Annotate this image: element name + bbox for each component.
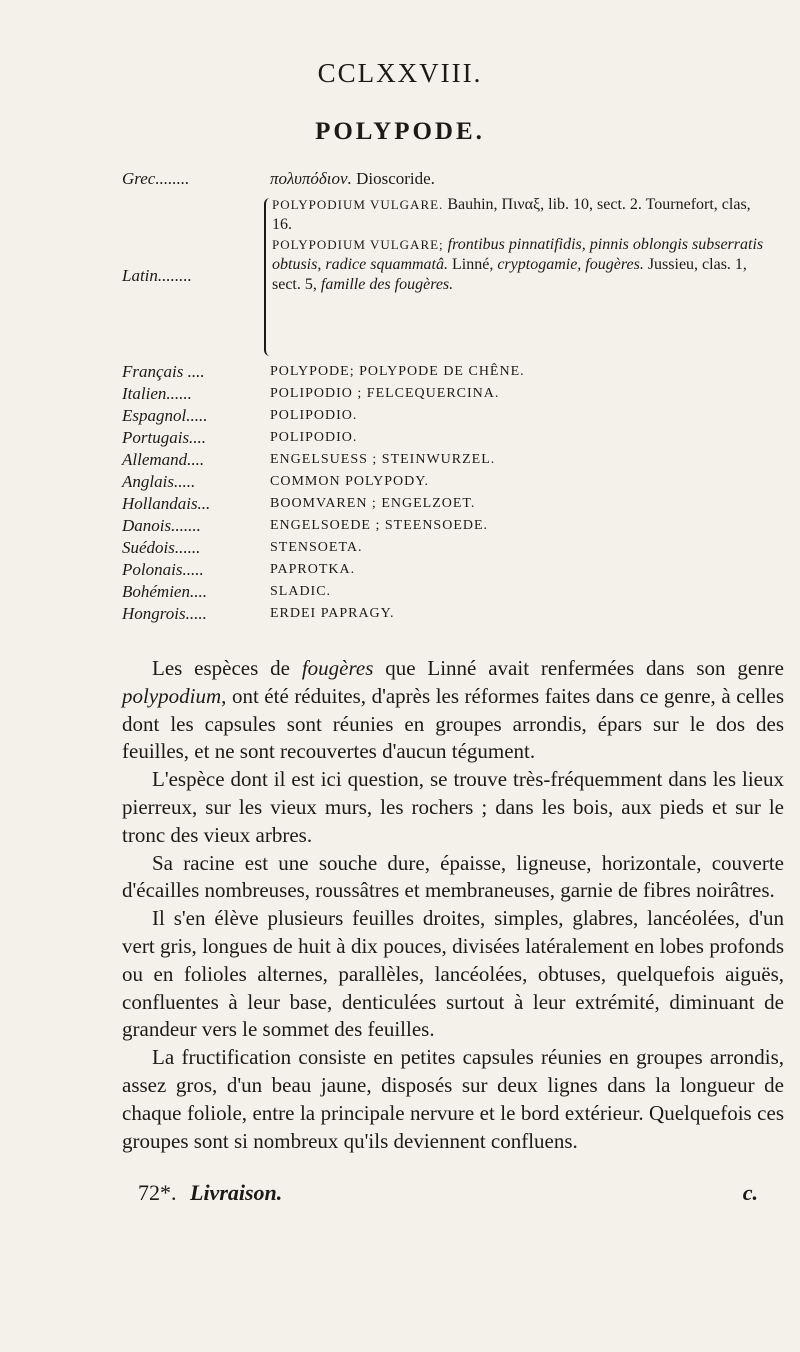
paragraph: La fructification consiste en petites capsules réunies en groupes arrondis, assez gros, d'un beau jaune, disposés sur deux lignes dans la longueur de chaque foliole, entre la principale nervure et le bord extérieur. Quelquefois ces groupes sont si nombreux qu'ils deviennent confluens. xyxy=(122,1045,784,1153)
latin-entry-family: famille des fougères. xyxy=(320,276,454,293)
lang-label: Bohémien.... xyxy=(122,582,207,601)
text-run: , ont été réduites, d'après les réformes faites dans ce genre, à celles dont les capsules sont réunies en groupes arrondis, épars sur le dos des feuilles, et ne sont recouvertes d'aucun tégument. xyxy=(122,683,784,764)
latin-entry xyxy=(272,235,772,295)
latin-entry-name: POLYPODIUM VULGARE; xyxy=(272,237,444,252)
lang-label: Hollandais... xyxy=(122,494,211,513)
lang-value: COMMON POLYPODY. xyxy=(270,474,430,489)
text-run: Les espèces de xyxy=(152,656,302,680)
latin-entry-author: Linné, xyxy=(452,256,494,273)
livraison-number: 72*. xyxy=(138,1180,177,1205)
paragraph: Sa racine est une souche dure, épaisse, ligneuse, horizontale, couverte d'écailles nombreuses, roussâtres et membraneuses, garnie de fibres noirâtres. xyxy=(122,850,784,903)
lang-label: Français .... xyxy=(122,362,205,381)
lang-value: POLYPODE; POLYPODE DE CHÊNE. xyxy=(270,364,525,379)
greek-word: πολυπόδιον. xyxy=(270,169,352,188)
latin-entry-desc: frontibus pinnatifidis, pinnis oblongis subserratis obtusis, radice squammatâ. xyxy=(272,236,764,273)
lang-value: POLIPODIO. xyxy=(270,430,358,445)
lang-value: PAPROTKA. xyxy=(270,562,356,577)
latin-brace xyxy=(264,198,272,356)
lang-label: Hongrois..... xyxy=(122,604,207,623)
lang-label: Italien...... xyxy=(122,384,192,403)
latin-entry xyxy=(272,195,772,235)
lang-label: Danois....... xyxy=(122,516,201,535)
page-title: POLYPODE. xyxy=(315,118,485,145)
lang-label: Anglais..... xyxy=(122,472,196,491)
italic-term: polypodium xyxy=(122,683,222,708)
paragraph xyxy=(122,655,784,766)
latin-entry-ref: Jussieu, clas. 1, sect. 5, xyxy=(272,256,747,293)
latin-entry-ref: Bauhin, Πιναξ, lib. 10, sect. 2. Tournefort, clas, 16. xyxy=(272,196,751,233)
greek-author: Dioscoride. xyxy=(356,169,435,188)
paragraph: Il s'en élève plusieurs feuilles droites, simples, glabres, lancéolées, d'un vert gris, longues de huit à dix pouces, divisées latéralement en lobes profonds ou en folioles alternes, parallèles, lancéolées, obtuses, quelquefois aiguës, confluentes à leur base, denticulées surtout à leur extrémité, diminuant de grandeur vers le sommet des feuilles. xyxy=(122,906,784,1042)
latin-entry-name: POLYPODIUM VULGARE. xyxy=(272,197,444,212)
latin-names xyxy=(272,195,772,295)
lang-value: ENGELSUESS ; STEINWURZEL. xyxy=(270,452,496,467)
lang-value: BOOMVAREN ; ENGELZOET. xyxy=(270,496,476,511)
lang-label: Allemand.... xyxy=(122,450,205,469)
lang-label-latin: Latin........ xyxy=(122,266,192,285)
text-run: que Linné avait renfermées dans son genre xyxy=(373,656,784,680)
italic-term: fougères xyxy=(301,656,374,680)
lang-label: Portugais.... xyxy=(122,428,207,447)
lang-value: SLADIC. xyxy=(270,584,332,599)
latin-entry-class: cryptogamie, fougères. xyxy=(497,256,644,273)
lang-label: Polonais..... xyxy=(122,560,204,579)
folio-number: CCLXXVIII. xyxy=(317,58,483,88)
lang-label: Suédois...... xyxy=(122,538,201,557)
lang-label-greek: Grec........ xyxy=(122,169,190,188)
paragraph: L'espèce dont il est ici question, se trouve très-fréquemment dans les lieux pierreux, sur les vieux murs, les rochers ; dans les bois, aux pieds et sur le tronc des vieux arbres. xyxy=(122,767,784,847)
lang-value: ERDEI PAPRAGY. xyxy=(270,606,395,621)
lang-value: POLIPODIO. xyxy=(270,408,358,423)
greek-name xyxy=(270,169,780,189)
lang-value: POLIPODIO ; FELCEQUERCINA. xyxy=(270,386,500,401)
lang-label: Espagnol..... xyxy=(122,406,208,425)
lang-value: ENGELSOEDE ; STEENSOEDE. xyxy=(270,518,489,533)
signature-mark: c. xyxy=(742,1180,758,1205)
body-text xyxy=(122,655,784,1155)
lang-value: STENSOETA. xyxy=(270,540,363,555)
livraison-label: Livraison. xyxy=(190,1180,283,1205)
